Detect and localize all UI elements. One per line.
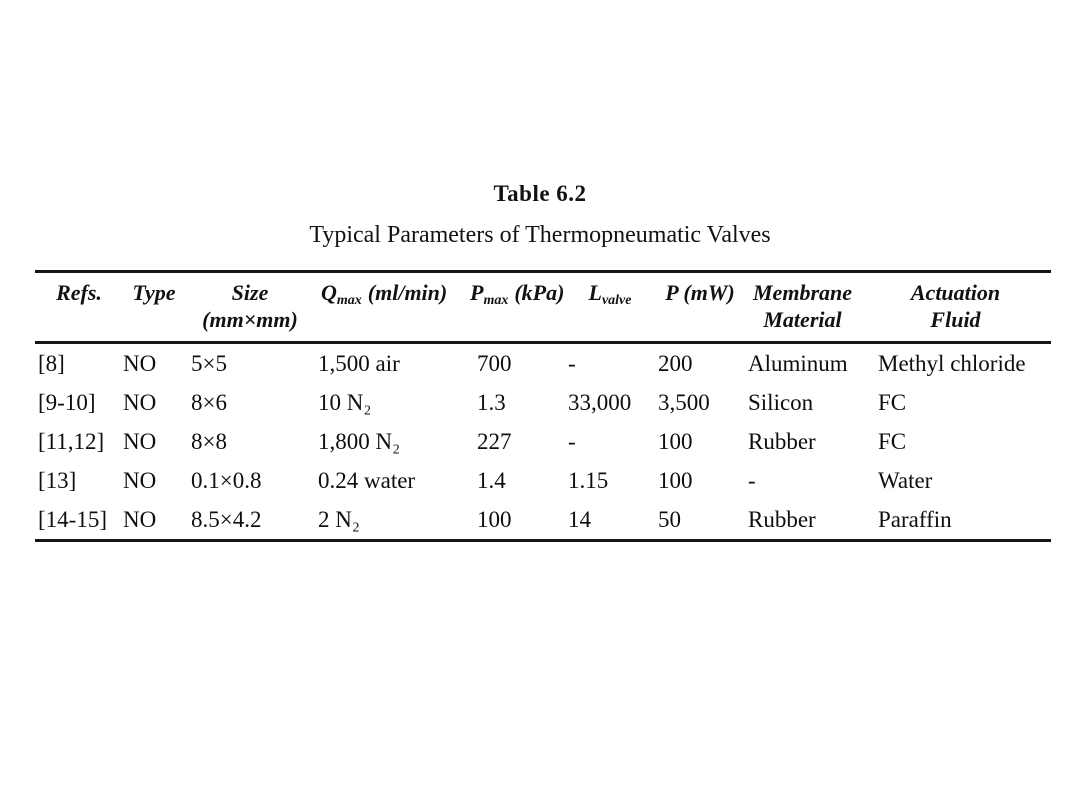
table-row — [35, 383, 1051, 422]
table-caption — [0, 181, 1080, 249]
cell-membrane: - — [748, 467, 756, 493]
col-header-membrane — [745, 272, 860, 343]
cell-refs: [14-15] — [38, 506, 107, 532]
cell-type: NO — [123, 506, 157, 532]
cell-refs: [9-10] — [38, 389, 96, 415]
table-row — [35, 500, 1051, 541]
cell-lvalve: 33,000 — [568, 389, 632, 415]
cell-type: NO — [123, 350, 157, 376]
cell-refs: [13] — [38, 467, 77, 493]
cell-power: 50 — [658, 506, 681, 532]
col-header-pmax — [468, 272, 565, 343]
cell-size: 5×5 — [191, 350, 227, 376]
cell-pmax: 700 — [477, 350, 512, 376]
thermopneumatic-valves-table — [35, 270, 1051, 542]
table-row — [35, 343, 1051, 384]
qmax-unit: (ml/min) — [367, 280, 448, 305]
pmax-symbol: P — [470, 280, 484, 305]
cell-lvalve: 14 — [568, 506, 591, 532]
qmax-subscript: max — [336, 293, 362, 308]
col-header-membrane-line1: Membrane — [753, 280, 852, 305]
cell-type: NO — [123, 389, 157, 415]
cell-qmax: 1,500 air — [318, 350, 400, 376]
cell-lvalve: - — [568, 428, 576, 454]
cell-actuation: FC — [878, 428, 907, 454]
cell-actuation: Water — [878, 467, 933, 493]
cell-type: NO — [123, 467, 157, 493]
col-header-lvalve — [565, 272, 655, 343]
cell-refs: [11,12] — [38, 428, 105, 454]
col-header-actuation-line1: Actuation — [910, 280, 1001, 305]
cell-qmax: 2 N₂ — [318, 506, 360, 532]
table-number: Table 6.2 — [493, 181, 587, 206]
lvalve-subscript: valve — [601, 293, 632, 308]
col-header-type — [123, 272, 185, 343]
cell-pmax: 100 — [477, 506, 512, 532]
cell-power: 200 — [658, 350, 693, 376]
col-header-size-line1: Size — [231, 280, 269, 305]
cell-qmax: 1,800 N₂ — [318, 428, 401, 454]
col-header-membrane-line2: Material — [763, 307, 842, 332]
cell-membrane: Silicon — [748, 389, 814, 415]
header-row — [35, 272, 1051, 343]
col-header-size-line2: (mm×mm) — [202, 307, 298, 332]
col-header-actuation-line2: Fluid — [930, 307, 981, 332]
cell-refs: [8] — [38, 350, 65, 376]
cell-type: NO — [123, 428, 157, 454]
col-header-power-label: P (mW) — [665, 280, 735, 305]
col-header-refs-label: Refs. — [56, 280, 102, 305]
table-title: Typical Parameters of Thermopneumatic Valves — [309, 222, 771, 248]
cell-size: 8×8 — [191, 428, 227, 454]
cell-membrane: Rubber — [748, 428, 816, 454]
cell-power: 100 — [658, 467, 693, 493]
cell-actuation: Methyl chloride — [878, 350, 1026, 376]
cell-power: 3,500 — [658, 389, 710, 415]
cell-qmax: 0.24 water — [318, 467, 416, 493]
cell-size: 8.5×4.2 — [191, 506, 262, 532]
cell-size: 8×6 — [191, 389, 227, 415]
cell-pmax: 1.4 — [477, 467, 506, 493]
col-header-refs — [35, 272, 123, 343]
col-header-actuation — [860, 272, 1051, 343]
cell-actuation: FC — [878, 389, 907, 415]
qmax-symbol: Q — [321, 280, 337, 305]
pmax-subscript: max — [483, 293, 509, 308]
cell-qmax: 10 N₂ — [318, 389, 372, 415]
cell-lvalve: - — [568, 350, 576, 376]
col-header-size — [185, 272, 315, 343]
table-row — [35, 422, 1051, 461]
cell-pmax: 227 — [477, 428, 512, 454]
col-header-type-label: Type — [132, 280, 176, 305]
cell-actuation: Paraffin — [878, 506, 952, 532]
lvalve-symbol: L — [588, 280, 602, 305]
table-row — [35, 461, 1051, 500]
cell-pmax: 1.3 — [477, 389, 506, 415]
cell-size: 0.1×0.8 — [191, 467, 262, 493]
cell-membrane: Rubber — [748, 506, 816, 532]
col-header-qmax — [315, 272, 468, 343]
col-header-power — [655, 272, 745, 343]
pmax-unit: (kPa) — [514, 280, 565, 305]
cell-power: 100 — [658, 428, 693, 454]
cell-membrane: Aluminum — [748, 350, 848, 376]
cell-lvalve: 1.15 — [568, 467, 609, 493]
